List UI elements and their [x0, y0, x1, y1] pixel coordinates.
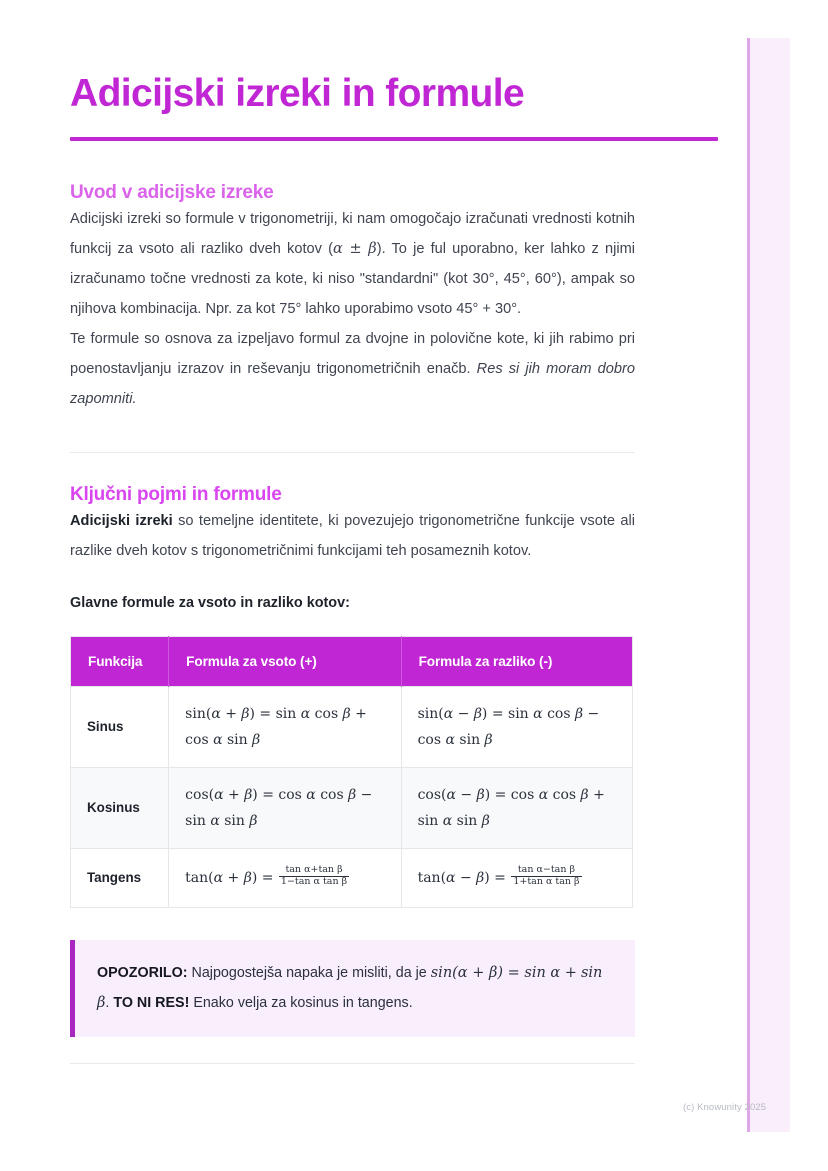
key-terms-paragraph	[70, 506, 635, 566]
math-sin-sum: sin(α + β) = sin α cos β +	[185, 705, 367, 722]
math-tan-sum: tan(α + β) = $\frac{\text{tan α+tan β}}{\text{1−tan α tan β}}$	[185, 864, 348, 888]
table-lead-in: Glavne formule za vsoto in razliko kotov:	[70, 594, 350, 611]
callout-text-1: Najpogostejša napaka je misliti, da je	[187, 964, 431, 981]
section-heading-intro: Uvod v adicijske izreke	[70, 181, 274, 203]
intro-p2-italic: Res si jih moram dobro zapomniti.	[70, 360, 635, 407]
row-tangens-difference-formula	[401, 848, 632, 907]
math-cos-sum-line2: sin α sin β	[185, 812, 258, 829]
table-row	[71, 767, 633, 848]
row-kosinus-difference-formula	[401, 767, 632, 848]
intro-paragraph-1	[70, 204, 635, 324]
math-cos-diff: cos(α − β) = cos α cos β +	[417, 786, 605, 803]
callout-label: OPOZORILO:	[97, 964, 188, 981]
formulas-table-body	[71, 686, 633, 907]
row-kosinus-sum-formula	[169, 767, 401, 848]
table-header-razlika: Formula za razliko (-)	[401, 636, 632, 686]
section-divider-2	[70, 1063, 635, 1064]
row-kosinus-label: Kosinus	[71, 767, 169, 848]
table-header-vsota: Formula za vsoto (+)	[169, 636, 401, 686]
math-sin-diff-line2: cos α sin β	[417, 731, 493, 748]
table-header-row	[71, 636, 633, 686]
formulas-table	[70, 636, 633, 908]
fraction-tan-sum: $\frac{\text{tan α+tan β}}{\text{1−tan α tan β}}$	[280, 864, 348, 888]
row-tangens-label: Tangens	[71, 848, 169, 907]
row-sinus-sum-formula	[169, 686, 401, 767]
row-sinus-difference-formula	[401, 686, 632, 767]
callout-text-2: .	[105, 994, 114, 1011]
intro-p1-math: α ± β	[332, 240, 377, 257]
row-sinus-label: Sinus	[71, 686, 169, 767]
table-header-funkcija: Funkcija	[71, 636, 169, 686]
math-cos-sum: cos(α + β) = cos α cos β −	[185, 786, 373, 803]
table-row	[71, 686, 633, 767]
table-row	[71, 848, 633, 907]
section-heading-key-terms: Ključni pojmi in formule	[70, 483, 282, 505]
intro-p1-text-before: Adicijski izreki so formule v trigonometriji, ki nam omogočajo izračunati vrednosti kotnih funkcij za vsoto ali razliko dveh kotov (	[70, 210, 635, 257]
footer-copyright: (c) Knowunity 2025	[683, 1102, 767, 1113]
callout-math-2: sin β	[97, 964, 603, 1011]
callout-text-3: Enako velja za kosinus in tangens.	[189, 994, 413, 1011]
intro-paragraph-2	[70, 324, 635, 414]
math-sin-diff: sin(α − β) = sin α cos β −	[417, 705, 600, 722]
callout-emphasis: TO NI RES!	[113, 994, 190, 1011]
math-sin-sum-line2: cos α sin β	[185, 731, 261, 748]
intro-p1-text-after: ). To je ful uporabno, ker lahko z njimi izračunamo točne vrednosti za kote, ki niso "standardni" (kot 30°, 45°, 60°), ampak so njihova kombinacija. Npr. za kot 75° lahko uporabimo vsoto 45° + 30°.	[70, 240, 636, 317]
row-tangens-sum-formula	[169, 848, 401, 907]
formulas-table-wrapper	[70, 636, 828, 908]
intro-p2-plain: Te formule so osnova za izpeljavo formul za dvojne in polovične kote, ki jih rabimo pri poenostavljanju izrazov in reševanju trigonometričnih enačb.	[70, 330, 635, 377]
math-cos-diff-line2: sin α sin β	[417, 812, 490, 829]
key-terms-rest: so temeljne identitete, ki povezujejo trigonometrične funkcije vsote ali razlike dveh kotov s trigonometričnimi funkcijami teh posameznih kotov.	[70, 512, 635, 559]
formulas-table-head	[71, 636, 633, 686]
fraction-tan-diff: $\frac{\text{tan α−tan β}}{\text{1+tan α tan β}}$	[513, 864, 580, 888]
callout-math-1: sin(α + β) = sin α +	[430, 964, 577, 981]
math-tan-diff: tan(α − β) = $\frac{\text{tan α−tan β}}{\text{1+tan α tan β}}$	[417, 864, 580, 888]
page-title: Adicijski izreki in formule	[70, 72, 525, 115]
warning-callout	[70, 940, 635, 1037]
key-terms-bold-term: Adicijski izreki	[70, 512, 173, 529]
